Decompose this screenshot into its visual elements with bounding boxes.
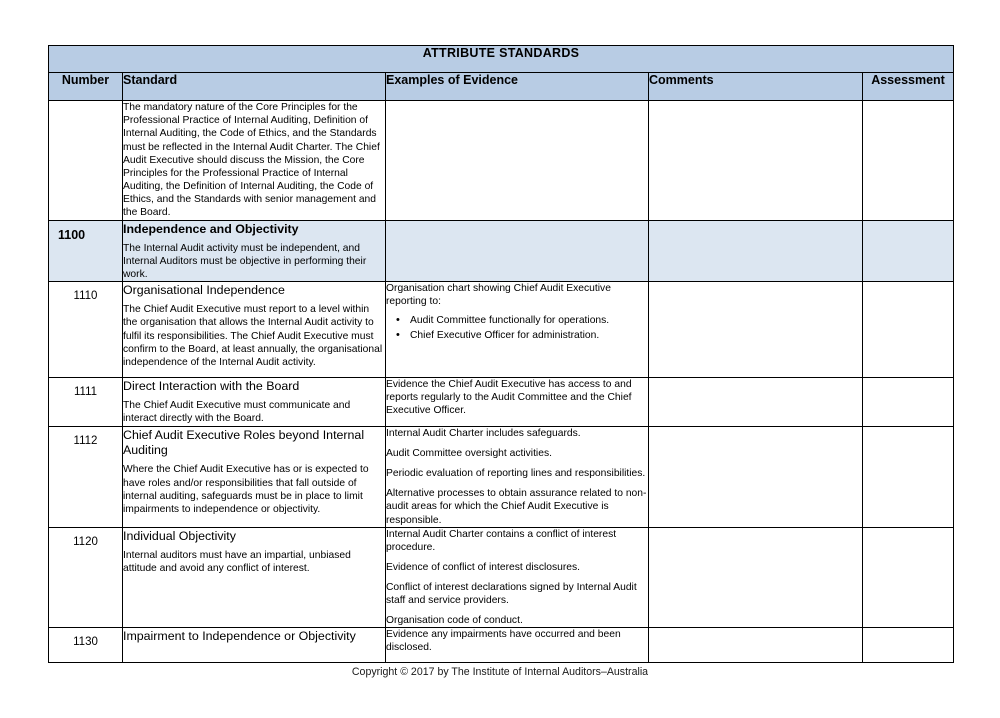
column-header-assessment: Assessment xyxy=(863,73,954,101)
row-standard xyxy=(123,378,386,427)
table-header-row xyxy=(49,73,954,101)
row-number xyxy=(49,101,123,221)
row-comments[interactable] xyxy=(649,282,863,378)
row-number: 1111 xyxy=(49,378,123,427)
list-item: • Chief Executive Officer for administration. xyxy=(410,329,648,342)
standard-title: Organisational Independence xyxy=(123,283,285,298)
evidence-paragraph: Conflict of interest declarations signed by Internal Audit staff and service providers. xyxy=(386,581,637,606)
row-assessment[interactable] xyxy=(863,427,954,527)
row-number: 1120 xyxy=(49,527,123,627)
table-title: ATTRIBUTE STANDARDS xyxy=(49,46,954,73)
evidence-paragraph: Evidence of conflict of interest disclosures. xyxy=(386,561,581,573)
row-assessment[interactable] xyxy=(863,282,954,378)
table-row xyxy=(49,282,954,378)
row-comments[interactable] xyxy=(649,527,863,627)
evidence-paragraph: Internal Audit Charter contains a conflict of interest procedure. xyxy=(386,528,617,553)
row-assessment[interactable] xyxy=(863,627,954,662)
row-standard xyxy=(123,627,386,662)
footer-copyright: Copyright © 2017 by The Institute of Internal Auditors–Australia xyxy=(351,666,649,678)
standard-body: The mandatory nature of the Core Principles for the Professional Practice of Internal Auditing, Definition of Internal Auditing, the Code of Ethics, and the Standards must be reflected in the Internal Audit Charter. The Chief Audit Executive should discuss the Mission, the Core Principles for the Professional Practice of Internal Auditing, the Definition of Internal Auditing, the Code of Ethics, and the Standards with senior management and the Board. xyxy=(123,102,380,219)
row-standard xyxy=(123,527,386,627)
row-assessment[interactable] xyxy=(863,220,954,282)
row-number: 1112 xyxy=(49,427,123,527)
row-number: 1100 xyxy=(49,220,123,282)
row-comments[interactable] xyxy=(649,627,863,662)
standard-body: Internal auditors must have an impartial, unbiased attitude and avoid any conflict of interest. xyxy=(123,549,351,574)
row-comments[interactable] xyxy=(649,378,863,427)
row-comments[interactable] xyxy=(649,220,863,282)
column-header-comments: Comments xyxy=(649,73,863,101)
standard-title: Independence and Objectivity xyxy=(123,221,299,236)
evidence-paragraph: Periodic evaluation of reporting lines and responsibilities. xyxy=(386,468,646,480)
standard-body: Where the Chief Audit Executive has or is expected to have roles and/or responsibilities that fall outside of internal auditing, safeguards must be in place to limit impairments to independence or objectivity. xyxy=(123,464,369,515)
standard-title: Chief Audit Executive Roles beyond Internal Auditing xyxy=(123,428,365,458)
row-evidence xyxy=(386,101,649,221)
standard-title: Direct Interaction with the Board xyxy=(123,379,300,394)
column-header-evidence: Examples of Evidence xyxy=(386,73,649,101)
row-standard xyxy=(123,282,386,378)
evidence-paragraph: Internal Audit Charter includes safeguards. xyxy=(386,428,581,440)
row-number: 1110 xyxy=(49,282,123,378)
evidence-bullet-list xyxy=(386,314,648,342)
row-standard xyxy=(123,101,386,221)
row-number: 1130 xyxy=(49,627,123,662)
row-comments[interactable] xyxy=(649,427,863,527)
column-header-number: Number xyxy=(49,73,123,101)
row-evidence xyxy=(386,378,649,427)
row-comments[interactable] xyxy=(649,101,863,221)
row-evidence xyxy=(386,220,649,282)
standard-title: Impairment to Independence or Objectivity xyxy=(123,628,356,643)
evidence-paragraph: Evidence the Chief Audit Executive has access to and reports regularly to the Audit Committee and the Chief Executive Officer. xyxy=(386,379,632,417)
table-row xyxy=(49,527,954,627)
standard-title: Individual Objectivity xyxy=(123,528,236,543)
row-assessment[interactable] xyxy=(863,527,954,627)
table-row xyxy=(49,101,954,221)
table-row xyxy=(49,427,954,527)
row-standard xyxy=(123,220,386,282)
evidence-paragraph: Audit Committee oversight activities. xyxy=(386,448,552,460)
evidence-paragraph: Organisation code of conduct. xyxy=(386,614,523,626)
row-assessment[interactable] xyxy=(863,101,954,221)
row-standard xyxy=(123,427,386,527)
row-evidence xyxy=(386,427,649,527)
row-evidence xyxy=(386,627,649,662)
row-evidence xyxy=(386,282,649,378)
standard-body: The Chief Audit Executive must communicate and interact directly with the Board. xyxy=(123,400,351,425)
table-row xyxy=(49,220,954,282)
table-row xyxy=(49,378,954,427)
attribute-standards-table xyxy=(48,45,954,663)
table-row xyxy=(49,627,954,662)
row-assessment[interactable] xyxy=(863,378,954,427)
standard-body: The Internal Audit activity must be independent, and Internal Auditors must be objective in performing their work. xyxy=(123,242,367,281)
row-evidence xyxy=(386,527,649,627)
evidence-paragraph: Organisation chart showing Chief Audit Executive reporting to: xyxy=(386,283,611,308)
list-item: • Audit Committee functionally for operations. xyxy=(410,314,648,327)
evidence-paragraph: Evidence any impairments have occurred and been disclosed. xyxy=(386,628,621,653)
evidence-paragraph: Alternative processes to obtain assurance related to non-audit areas for which the Chief Audit Executive is responsible. xyxy=(386,488,647,526)
table-title-row xyxy=(49,46,954,73)
standard-body: The Chief Audit Executive must report to a level within the organisation that allows the Internal Audit activity to fulfil its responsibilities. The Chief Audit Executive must confirm to the Board, at least annually, the organisational independence of the Internal Audit activity. xyxy=(123,304,383,368)
column-header-standard: Standard xyxy=(123,73,386,101)
